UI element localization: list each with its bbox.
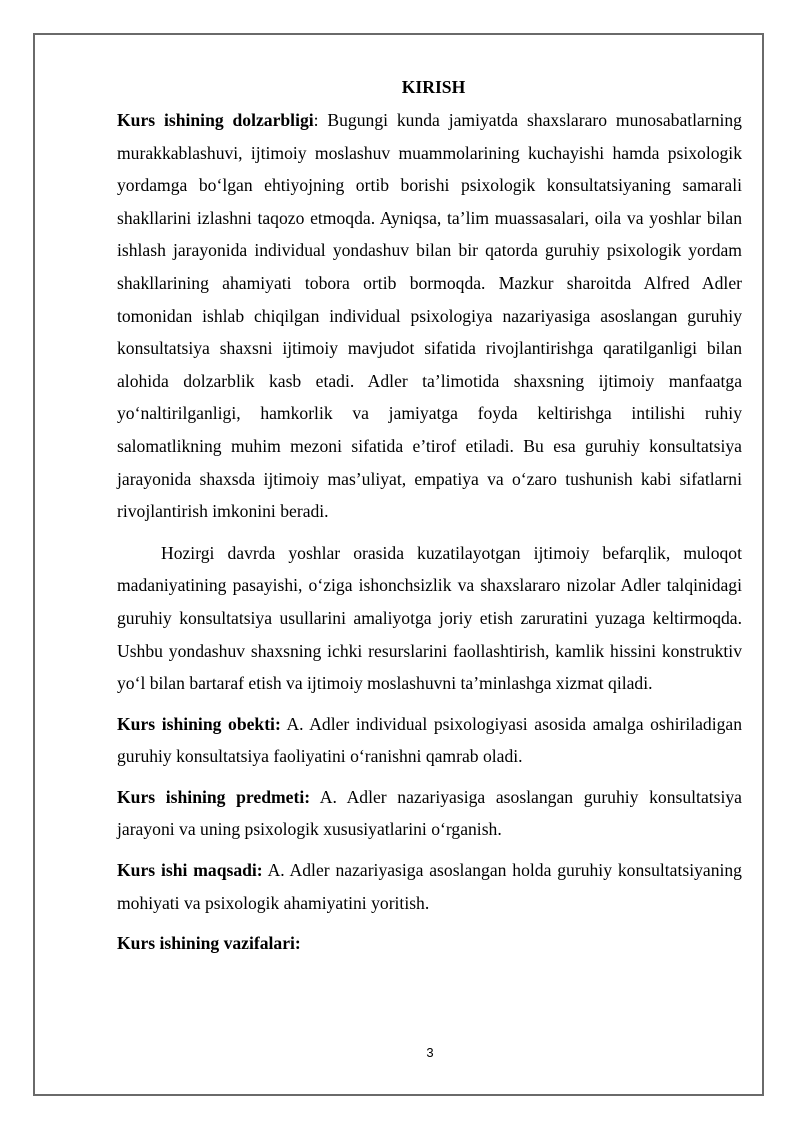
paragraph-context [117,537,742,700]
page-title: KIRISH [401,77,466,97]
subject-separator [310,787,320,807]
goal-text: A. Adler nazariyasiga asoslangan holda guruhiy konsultatsiyaning mohiyati va psixologik ahamiyatini yoritish. [117,860,742,913]
paragraph-object [117,708,742,773]
paragraph-subject [117,781,742,846]
relevance-text: Bugungi kunda jamiyatda shaxslararo munosabatlarning murakkablashuvi, ijtimoiy moslashuv muammolarining kuchayishi hamda psixologik yordamga bo‘lgan ehtiyojning ortib borishi psixologik konsultatsiyaning samarali shakllarini izlashni taqozo etmoqda. Ayniqsa, ta’lim muassasalari, oila va yoshlar bilan ishlash jarayonida individual yondashuv bilan bir qatorda guruhiy psixologik yordam shakllarining ahamiyati tobora ortib bormoqda. Mazkur sharoitda Alfred Adler tomonidan ishlab chiqilgan individual psixologiya nazariyasiga asoslangan guruhiy konsultatsiya shaxsni ijtimoiy mavjudot sifatida rivojlantirishga qaratilganligi bilan alohida dolzarblik kasb etadi. Adler ta’limotida shaxsning ijtimoiy manfaatga yo‘naltirilganligi, hamkorlik va jamiyatga foyda keltirishga intilishi ruhiy salomatlikning muhim mezoni sifatida e’tirof etiladi. Bu esa guruhiy konsultatsiya jarayonida shaxsda ijtimoiy mas’uliyat, empatiya va o‘zaro tushunish kabi sifatlarni rivojlantirish imkonini beradi. [117,110,742,522]
tasks-heading: Kurs ishining vazifalari: [117,933,301,954]
object-text: A. Adler individual psixologiyasi asosida amalga oshiriladigan guruhiy konsultatsiya faoliyatini o‘ranishni qamrab oladi. [117,713,742,767]
relevance-heading: Kurs ishining dolzarbligi [117,110,314,130]
goal-heading: Kurs ishi maqsadi: [117,860,263,881]
page-number: 3 [426,1045,434,1060]
document-body [117,73,742,960]
relevance-separator: : [313,110,328,130]
paragraph-tasks [117,927,742,960]
paragraph-relevance [117,104,742,528]
context-text: Hozirgi davrda yoshlar orasida kuzatilayotgan ijtimoiy befarqlik, muloqot madaniyatining pasayishi, o‘ziga ishonchsizlik va shaxslararo nizolar Adler talqinidagi guruhiy konsultatsiya usullarini amaliyotga joriy etish zaruratini yuzaga keltirmoqda. Ushbu yondashuv shaxsning ichki resurslarini faollashtirish, kamlik hissini konstruktiv yo‘l bilan bartaraf etish va ijtimoiy moslashuvni ta’minlashga xizmat qiladi. [117,542,742,694]
object-heading: Kurs ishining obekti: [117,713,281,734]
subject-heading: Kurs ishining predmeti: [117,786,311,807]
subject-text: A. Adler nazariyasiga asoslangan guruhiy konsultatsiya jarayoni va uning psixologik xususiyatlarini o‘rganish. [117,786,742,840]
paragraph-goal [117,854,742,919]
